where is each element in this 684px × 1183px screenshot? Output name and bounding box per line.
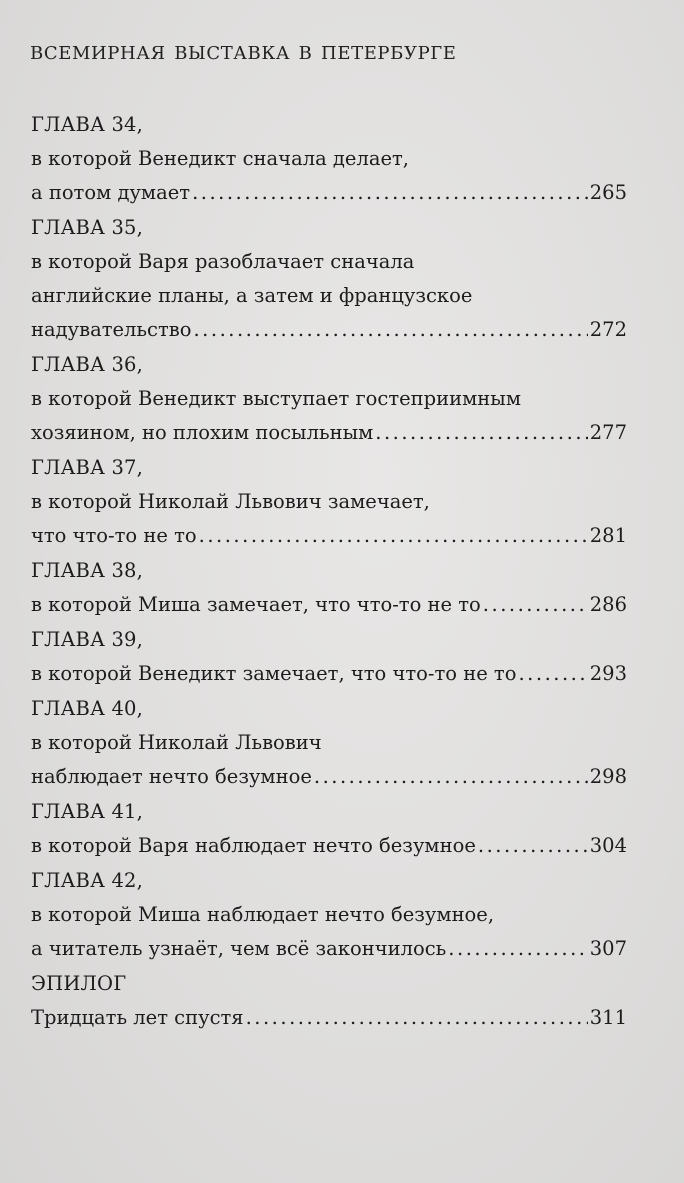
chapter-subtitle-last-line: а потом думает bbox=[31, 181, 191, 204]
dot-leader bbox=[193, 313, 587, 347]
chapter-subtitle-last-line: хозяином, но плохим посыльным bbox=[31, 421, 374, 444]
chapter-heading: ГЛАВА 39, bbox=[31, 628, 144, 651]
chapter-heading: ГЛАВА 38, bbox=[31, 559, 144, 582]
toc-leader-line bbox=[31, 588, 627, 622]
toc-entry bbox=[31, 107, 627, 210]
chapter-subtitle-line: английские планы, а затем и французское bbox=[31, 284, 473, 307]
page-number: 286 bbox=[589, 593, 627, 616]
toc-leader-line bbox=[31, 416, 627, 450]
chapter-heading: ГЛАВА 34, bbox=[31, 113, 144, 136]
chapter-subtitle-last-line: что что-то не то bbox=[31, 524, 197, 547]
page-number: 304 bbox=[589, 834, 627, 857]
toc-entry bbox=[31, 553, 627, 622]
chapter-subtitle-line: в которой Варя разоблачает сначала bbox=[31, 250, 415, 273]
page-number: 293 bbox=[589, 662, 627, 685]
dot-leader bbox=[518, 657, 587, 691]
chapter-subtitle-last-line: в которой Венедикт замечает, что что-то не то bbox=[31, 662, 517, 685]
chapter-subtitle-last-line: Тридцать лет спустя bbox=[31, 1006, 244, 1029]
page-number: 298 bbox=[589, 765, 627, 788]
dot-leader bbox=[192, 176, 588, 210]
toc-leader-line bbox=[31, 519, 627, 553]
toc-entry bbox=[31, 622, 627, 691]
page-number: 277 bbox=[589, 421, 627, 444]
chapter-subtitle-line: в которой Венедикт выступает гостеприимным bbox=[31, 387, 521, 410]
page-title: всемирная выставка в петербурге bbox=[30, 36, 457, 65]
toc-leader-line bbox=[31, 657, 627, 691]
dot-leader bbox=[246, 1001, 588, 1035]
chapter-subtitle-last-line: в которой Варя наблюдает нечто безумное bbox=[31, 834, 476, 857]
dot-leader bbox=[478, 829, 588, 863]
chapter-heading: ГЛАВА 36, bbox=[31, 353, 144, 376]
toc-leader-line bbox=[31, 760, 627, 794]
chapter-heading: ГЛАВА 41, bbox=[31, 800, 144, 823]
page-number: 311 bbox=[589, 1006, 627, 1029]
dot-leader bbox=[199, 519, 588, 553]
chapter-subtitle-last-line: а читатель узнаёт, чем всё закончилось bbox=[31, 937, 447, 960]
chapter-subtitle-line: в которой Венедикт сначала делает, bbox=[31, 147, 409, 170]
chapter-subtitle-line: в которой Николай Львович замечает, bbox=[31, 490, 430, 513]
toc-entry bbox=[31, 863, 627, 966]
chapter-subtitle-last-line: надувательство bbox=[31, 318, 192, 341]
toc-leader-line bbox=[31, 829, 627, 863]
toc-entry bbox=[31, 794, 627, 863]
chapter-subtitle-last-line: наблюдает нечто безумное bbox=[31, 765, 312, 788]
toc-leader-line bbox=[31, 1001, 627, 1035]
page-number: 265 bbox=[589, 181, 627, 204]
page-number: 281 bbox=[589, 524, 627, 547]
chapter-heading: ГЛАВА 37, bbox=[31, 456, 144, 479]
dot-leader bbox=[375, 416, 588, 450]
table-of-contents bbox=[31, 107, 627, 1035]
chapter-subtitle-line: в которой Миша наблюдает нечто безумное, bbox=[31, 903, 495, 926]
toc-entry bbox=[31, 691, 627, 794]
toc-entry bbox=[31, 450, 627, 553]
toc-entry bbox=[31, 347, 627, 450]
toc-leader-line bbox=[31, 932, 627, 966]
toc-entry bbox=[31, 966, 627, 1035]
chapter-heading: ГЛАВА 42, bbox=[31, 869, 144, 892]
toc-entry bbox=[31, 210, 627, 347]
chapter-subtitle-line: в которой Николай Львович bbox=[31, 731, 322, 754]
page-number: 307 bbox=[589, 937, 627, 960]
toc-leader-line bbox=[31, 313, 627, 347]
dot-leader bbox=[483, 588, 588, 622]
toc-leader-line bbox=[31, 176, 627, 210]
chapter-subtitle-last-line: в которой Миша замечает, что что-то не то bbox=[31, 593, 481, 616]
page-number: 272 bbox=[589, 318, 627, 341]
chapter-heading: ЭПИЛОГ bbox=[31, 972, 127, 995]
dot-leader bbox=[314, 760, 588, 794]
chapter-heading: ГЛАВА 35, bbox=[31, 216, 144, 239]
dot-leader bbox=[448, 932, 587, 966]
chapter-heading: ГЛАВА 40, bbox=[31, 697, 144, 720]
